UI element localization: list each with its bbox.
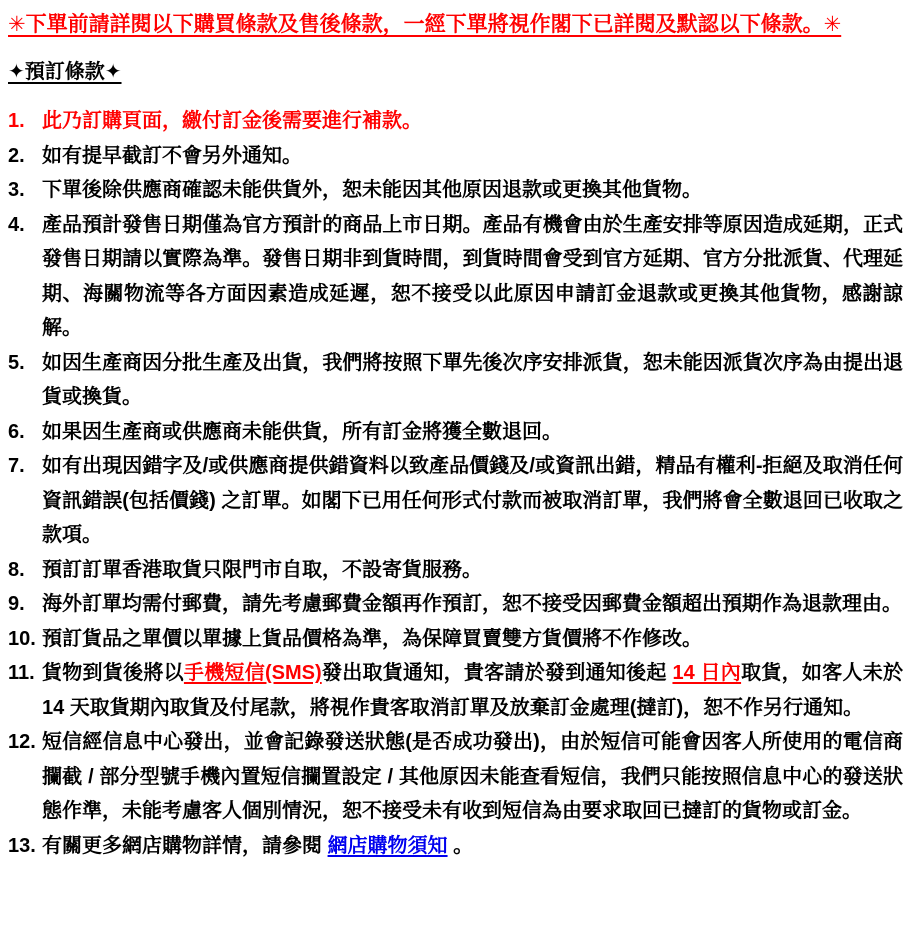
term-text <box>42 415 905 450</box>
term-text-segment: 。 <box>447 834 474 857</box>
term-item-1 <box>8 104 905 139</box>
term-text-segment: 預訂貨品之單價以單據上貨品價格為準，為保障買賣雙方貨價將不作修改。 <box>42 627 702 650</box>
term-text <box>42 173 905 208</box>
term-item-13 <box>8 829 905 864</box>
term-text <box>42 139 905 174</box>
term-text-segment: 產品預計發售日期僅為官方預計的商品上市日期。產品有機會由於生產安排等原因造成延期，正式發售日期請以實際為準。發售日期非到貨時間，到貨時間會受到官方延期、官方分批派貨、代理延期、海關物流等各方面因素造成延遲，恕不接受以此原因申請訂金退款或更換其他貨物，感謝諒解。 <box>42 213 903 339</box>
term-text-segment: 預訂訂單香港取貨只限門市自取，不設寄貨服務。 <box>42 558 482 581</box>
terms-list <box>8 104 905 863</box>
term-text <box>42 449 905 553</box>
highlighted-term-text: 14 日內 <box>672 662 742 684</box>
term-text-segment: 短信經信息中心發出，並會記錄發送狀態(是否成功發出)，由於短信可能會因客人所使用的電信商攔截 / 部分型號手機內置短信攔置設定 / 其他原因未能查看短信，我們只能按照信息中心的發送狀態作準，未能考慮客人個別情況，恕不接受未有收到短信為由要求取回已撻訂的貨物或訂金。 <box>42 731 903 822</box>
term-text <box>42 104 905 139</box>
term-item-7 <box>8 449 905 553</box>
term-text-segment: 如有出現因錯字及/或供應商提供錯資料以致產品價錢及/或資訊出錯，精品有權利-拒絕及取消任何資訊錯誤(包括價錢) 之訂單。如閣下已用任何形式付款而被取消訂單，我們將會全數退回已收取之款項。 <box>42 455 903 546</box>
purchase-notice-banner <box>8 10 905 40</box>
term-text-segment: 下單後除供應商確認未能供貨外，恕未能因其他原因退款或更換其他貨物。 <box>42 179 702 201</box>
term-text <box>42 656 905 725</box>
term-item-3 <box>8 173 905 208</box>
term-text-segment: 此乃訂購頁面，繳付訂金後需要進行補款。 <box>42 110 422 132</box>
term-number: 7. <box>8 455 25 477</box>
term-item-5 <box>8 346 905 415</box>
term-number: 3. <box>8 179 25 201</box>
term-number: 1. <box>8 110 25 132</box>
highlighted-term-text: 手機短信(SMS) <box>183 662 322 684</box>
term-text-segment: 海外訂單均需付郵費，請先考慮郵費金額再作預訂，恕不接受因郵費金額超出預期作為退款理由。 <box>42 593 902 615</box>
term-number: 12. <box>8 731 36 753</box>
term-text <box>42 553 905 588</box>
term-text <box>42 829 905 864</box>
term-number: 5. <box>8 351 25 374</box>
term-item-6 <box>8 415 905 450</box>
term-number: 8. <box>8 558 25 581</box>
term-text <box>42 622 905 657</box>
term-item-2 <box>8 139 905 174</box>
term-text-segment: 如因生產商因分批生產及出貨，我們將按照下單先後次序安排派貨，恕未能因派貨次序為由提出退貨或換貨。 <box>42 351 903 408</box>
term-number: 10. <box>8 627 36 650</box>
term-text-segment: 如果因生產商或供應商未能供貨，所有訂金將獲全數退回。 <box>42 420 562 443</box>
term-text-segment: 有關更多網店購物詳情，請參閱 <box>42 834 328 857</box>
term-number: 11. <box>8 662 35 684</box>
term-text-segment: 發出取貨通知，貴客請於發到通知後起 <box>321 662 673 684</box>
term-text-segment: 如有提早截訂不會另外通知。 <box>42 144 302 167</box>
term-text <box>42 587 905 622</box>
section-title-text: ✦預訂條款✦ <box>8 61 122 83</box>
term-number: 13. <box>8 834 36 857</box>
term-item-9 <box>8 587 905 622</box>
term-text <box>42 208 905 346</box>
term-item-11 <box>8 656 905 725</box>
term-number: 9. <box>8 593 25 615</box>
section-title-preorder-terms <box>8 58 905 86</box>
term-text-segment: 取貨，如客人未於 14 天取貨期內取貨及付尾款，將視作貴客取消訂單及放棄訂金處理(撻訂)，恕不作另行通知。 <box>42 662 903 719</box>
term-text-segment: 貨物到貨後將以 <box>42 662 184 684</box>
term-item-4 <box>8 208 905 346</box>
term-item-8 <box>8 553 905 588</box>
store-shopping-guide-link[interactable]: 網店購物須知 <box>327 834 448 857</box>
term-number: 2. <box>8 144 25 167</box>
term-text <box>42 725 905 829</box>
term-text <box>42 346 905 415</box>
term-number: 6. <box>8 420 25 443</box>
term-number: 4. <box>8 213 25 236</box>
purchase-notice-text: ✳下單前請詳閱以下購買條款及售後條款，一經下單將視作閣下已詳閱及默認以下條款。✳ <box>8 13 842 36</box>
term-item-10 <box>8 622 905 657</box>
term-item-12 <box>8 725 905 829</box>
